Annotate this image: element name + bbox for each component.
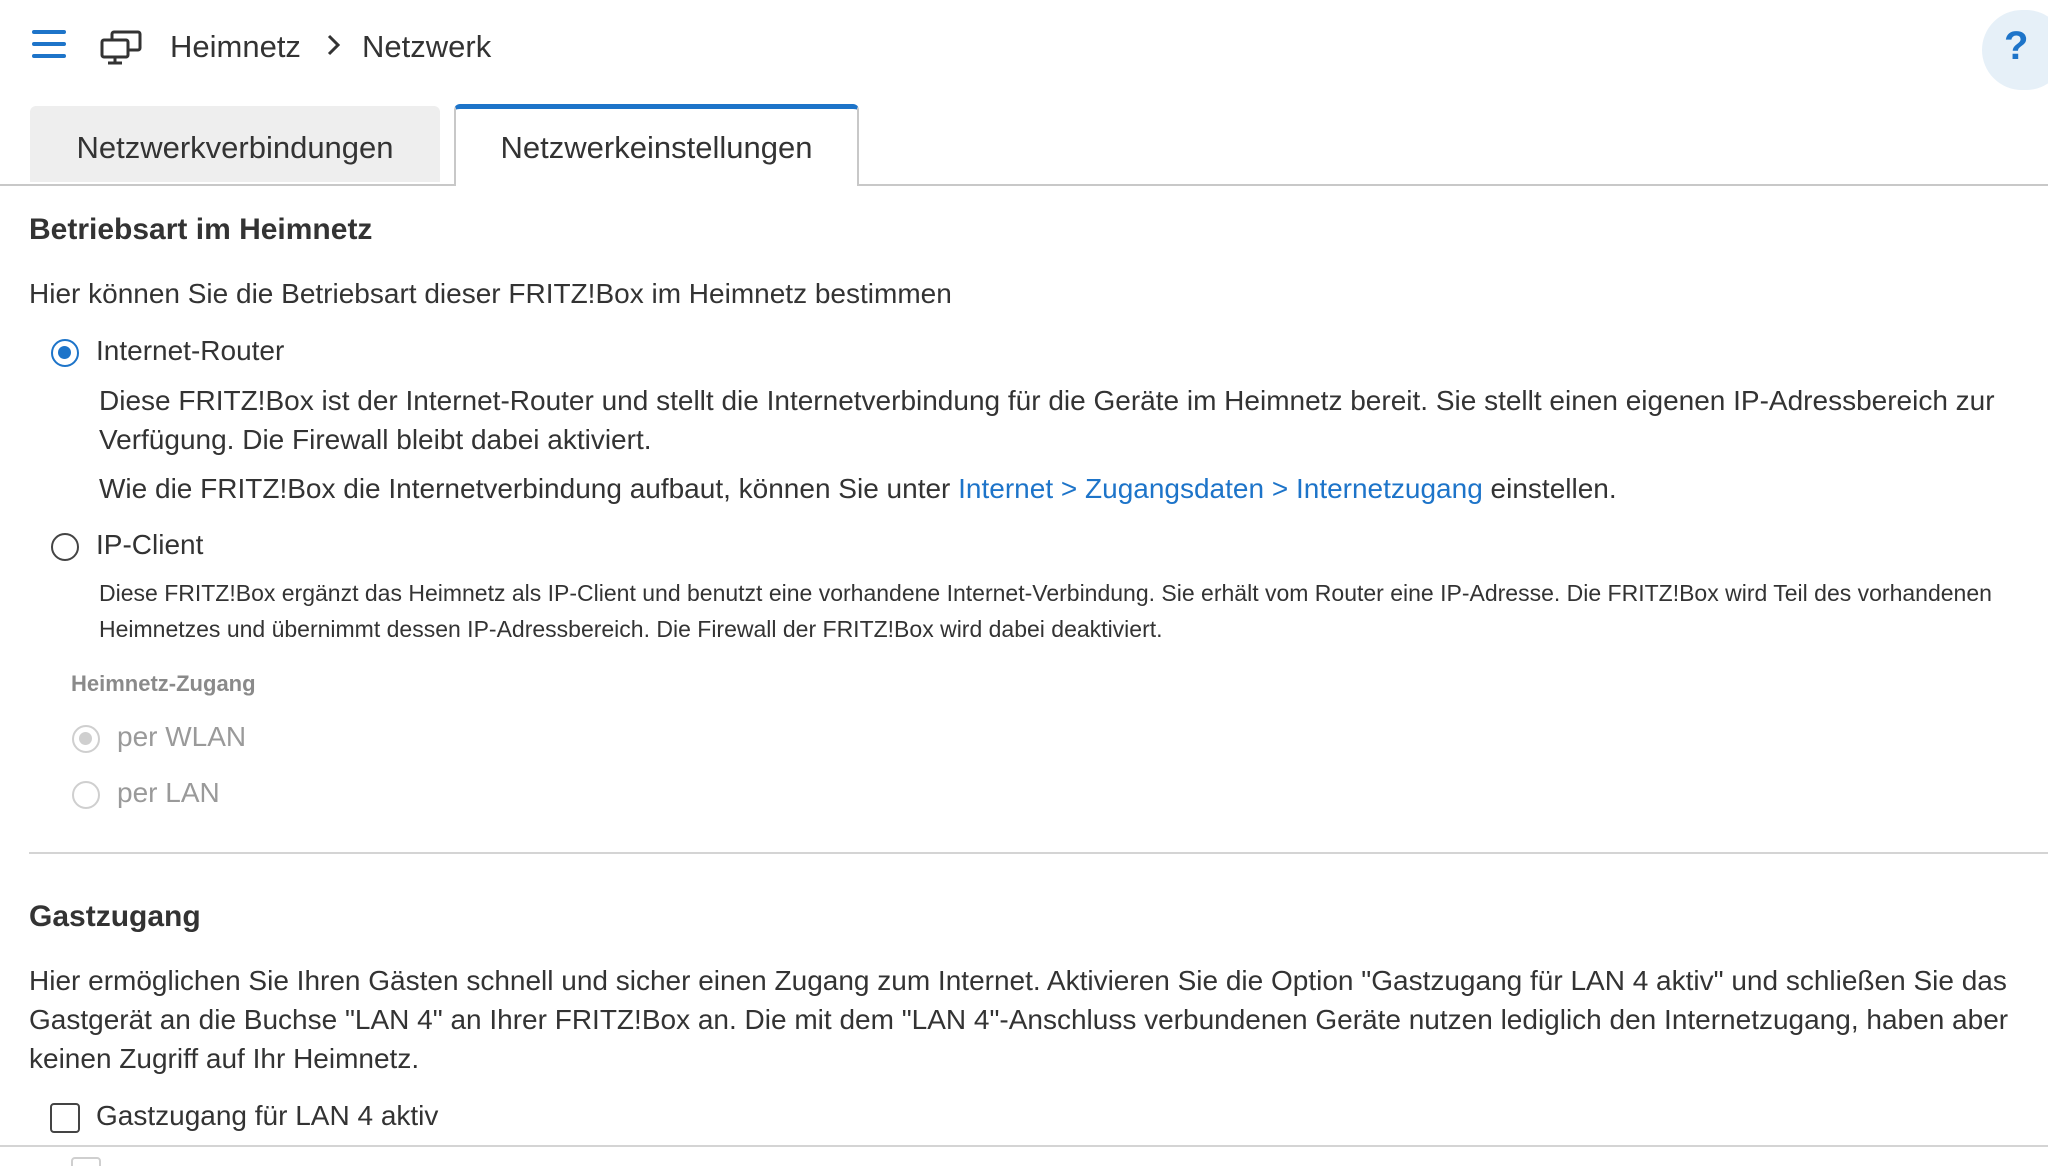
breadcrumb-netzwerk: Netzwerk xyxy=(362,29,492,64)
radio-per-wlan-label[interactable]: per WLAN xyxy=(117,721,247,752)
breadcrumb-heimnetz[interactable]: Heimnetz xyxy=(170,29,301,64)
network-devices-icon xyxy=(100,30,142,66)
radio-per-wlan[interactable] xyxy=(72,725,100,753)
guest-lan4-checkbox-label[interactable]: Gastzugang für LAN 4 aktiv xyxy=(96,1100,439,1131)
header xyxy=(0,0,2048,100)
guest-section-title: Gastzugang xyxy=(29,900,201,933)
radio-per-lan-label[interactable]: per LAN xyxy=(117,777,220,808)
guest-lan4-checkbox[interactable] xyxy=(50,1103,80,1133)
tab-netzwerkverbindungen[interactable]: Netzwerkverbindungen xyxy=(30,106,440,182)
internet-router-description: Diese FRITZ!Box ist der Internet-Router und stellt die Internetverbindung für die Geräte im Heimnetz bereit. Sie stellt einen eigenen IP-Adressbereich zur Verfügung. Die Firewall bleibt dabei aktiviert. xyxy=(99,385,1995,455)
radio-per-lan[interactable] xyxy=(72,781,100,809)
tab-netzwerkeinstellungen[interactable]: Netzwerkeinstellungen xyxy=(454,104,859,186)
help-icon: ? xyxy=(2004,24,2029,68)
mode-section-intro: Hier können Sie die Betriebsart dieser FRITZ!Box im Heimnetz bestimmen xyxy=(29,278,952,309)
radio-internet-router-label[interactable]: Internet-Router xyxy=(96,335,285,366)
partially-visible-checkbox[interactable] xyxy=(71,1157,101,1166)
internet-access-link[interactable]: Internet > Zugangsdaten > Internetzugang xyxy=(958,473,1483,504)
heimnetz-zugang-heading: Heimnetz-Zugang xyxy=(71,671,256,696)
hint-text-before: Wie die FRITZ!Box die Internetverbindung aufbaut, können Sie unter xyxy=(99,473,959,504)
radio-ip-client[interactable] xyxy=(51,533,79,561)
internet-router-hint xyxy=(99,469,2019,508)
section-divider xyxy=(29,852,2048,854)
radio-ip-client-label[interactable]: IP-Client xyxy=(96,529,204,560)
help-button[interactable] xyxy=(1982,10,2048,90)
ip-client-description: Diese FRITZ!Box ergänzt das Heimnetz als IP-Client und benutzt eine vorhandene Internet-Verbindung. Sie erhält vom Router eine IP-Adresse. Die FRITZ!Box wird Teil des vorhandenen Heimnetzes und übernimmt dessen IP-Adressbereich. Die Firewall der FRITZ!Box wird dabei deaktiviert. xyxy=(99,580,1992,642)
guest-section-description: Hier ermöglichen Sie Ihren Gästen schnell und sicher einen Zugang zum Internet. Aktivieren Sie die Option "Gastzugang für LAN 4 aktiv" und schließen Sie das Gastgerät an die Buchse "LAN 4" an Ihrer FRITZ!Box an. Die mit dem "LAN 4"-Anschluss verbundenen Geräte nutzen lediglich den Internetzugang, haben aber keinen Zugriff auf Ihr Heimnetz. xyxy=(29,965,2009,1074)
radio-internet-router[interactable] xyxy=(51,339,79,367)
hamburger-menu-icon[interactable] xyxy=(32,30,66,60)
tab-bar xyxy=(0,104,2048,186)
mode-section-title: Betriebsart im Heimnetz xyxy=(29,213,373,246)
chevron-right-icon xyxy=(320,32,346,58)
hint-text-after: einstellen. xyxy=(1482,473,1617,504)
bottom-divider xyxy=(0,1145,2048,1147)
